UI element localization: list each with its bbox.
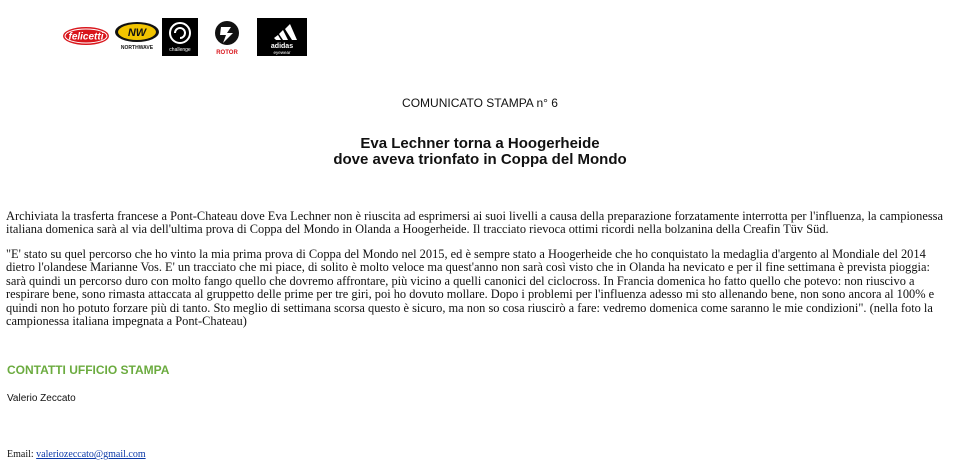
- rotor-logo-text: ROTOR: [216, 50, 238, 56]
- body-paragraph-1: Archiviata la trasferta francese a Pont-Chateau dove Eva Lechner non è riuscita ad esprimersi ai suoi livelli a causa della preparazione forzatamente interrotta per l'influenza, la campionessa italiana domenica sarà al via dell'ultima prova di Coppa del Mondo in Olanda a Hoogerheide. Il tracciato rievoca ottimi ricordi nella bolzanina della Creafin Tüv Süd.: [6, 209, 943, 237]
- challenge-logo: [162, 18, 198, 56]
- challenge-logo-text: challenge: [169, 47, 191, 53]
- sponsor-logos: [62, 16, 322, 60]
- contacts-heading: CONTATTI UFFICIO STAMPA: [7, 363, 170, 377]
- contact-name: Valerio Zeccato: [7, 393, 76, 404]
- press-release-number: COMUNICATO STAMPA n° 6: [402, 96, 558, 110]
- felicetti-logo-text: felicetti: [68, 31, 104, 43]
- body-paragraph-2: "E' stato su quel percorso che ho vinto la mia prima prova di Coppa del Mondo nel 2015, ed è sempre stato a Hoogerheide che ho conquistato la medaglia d'argento al Mondiale del 2014 dietro l'olandese Marianne Vos. E' un tracciato che mi piace, di solito è molto veloce ma quest'anno non sarà così visto che in Olanda ha nevicato e per il fine settimana è prevista pioggia: sarà quindi un percorso duro con molto fango quello che dovremo affrontare, più vicino a quelli canonici del ciclocross. In Francia domenica ho fatto quello che potevo: non riuscivo a respirare bene, sono rimasta attaccata al gruppetto delle prime per tre giri, poi ho dovuto mollare. Dopo i problemi per l'influenza adesso mi sto allenando bene, non sono ancora al 100% e quindi non ho potuto forzare più di tanto. Sto meglio di settimana scorsa questo è sicuro, ma non so cosa riuscirò a fare: vedremo domenica come saranno le mie condizioni". (nella foto la campionessa italiana impegnata a Pont-Chateau): [6, 247, 935, 329]
- adidas-logo-text: adidas: [270, 43, 294, 50]
- northwave-mark: NW: [127, 27, 147, 39]
- email-link[interactable]: valeriozeccato@gmail.com: [36, 449, 146, 460]
- adidas-eyewear-logo: [257, 18, 307, 56]
- email-label: Email:: [7, 449, 34, 460]
- headline-line-1: Eva Lechner torna a Hoogerheide: [360, 135, 600, 152]
- headline: [0, 136, 960, 168]
- northwave-logo-text: NORTHWAVE: [120, 45, 154, 51]
- northwave-logo: [114, 20, 160, 52]
- felicetti-logo: [62, 26, 110, 46]
- headline-line-2: dove aveva trionfato in Coppa del Mondo: [333, 151, 627, 168]
- rotor-logo: [210, 18, 244, 56]
- adidas-sub-text: eyewear: [273, 50, 291, 55]
- contact-email: [7, 449, 146, 460]
